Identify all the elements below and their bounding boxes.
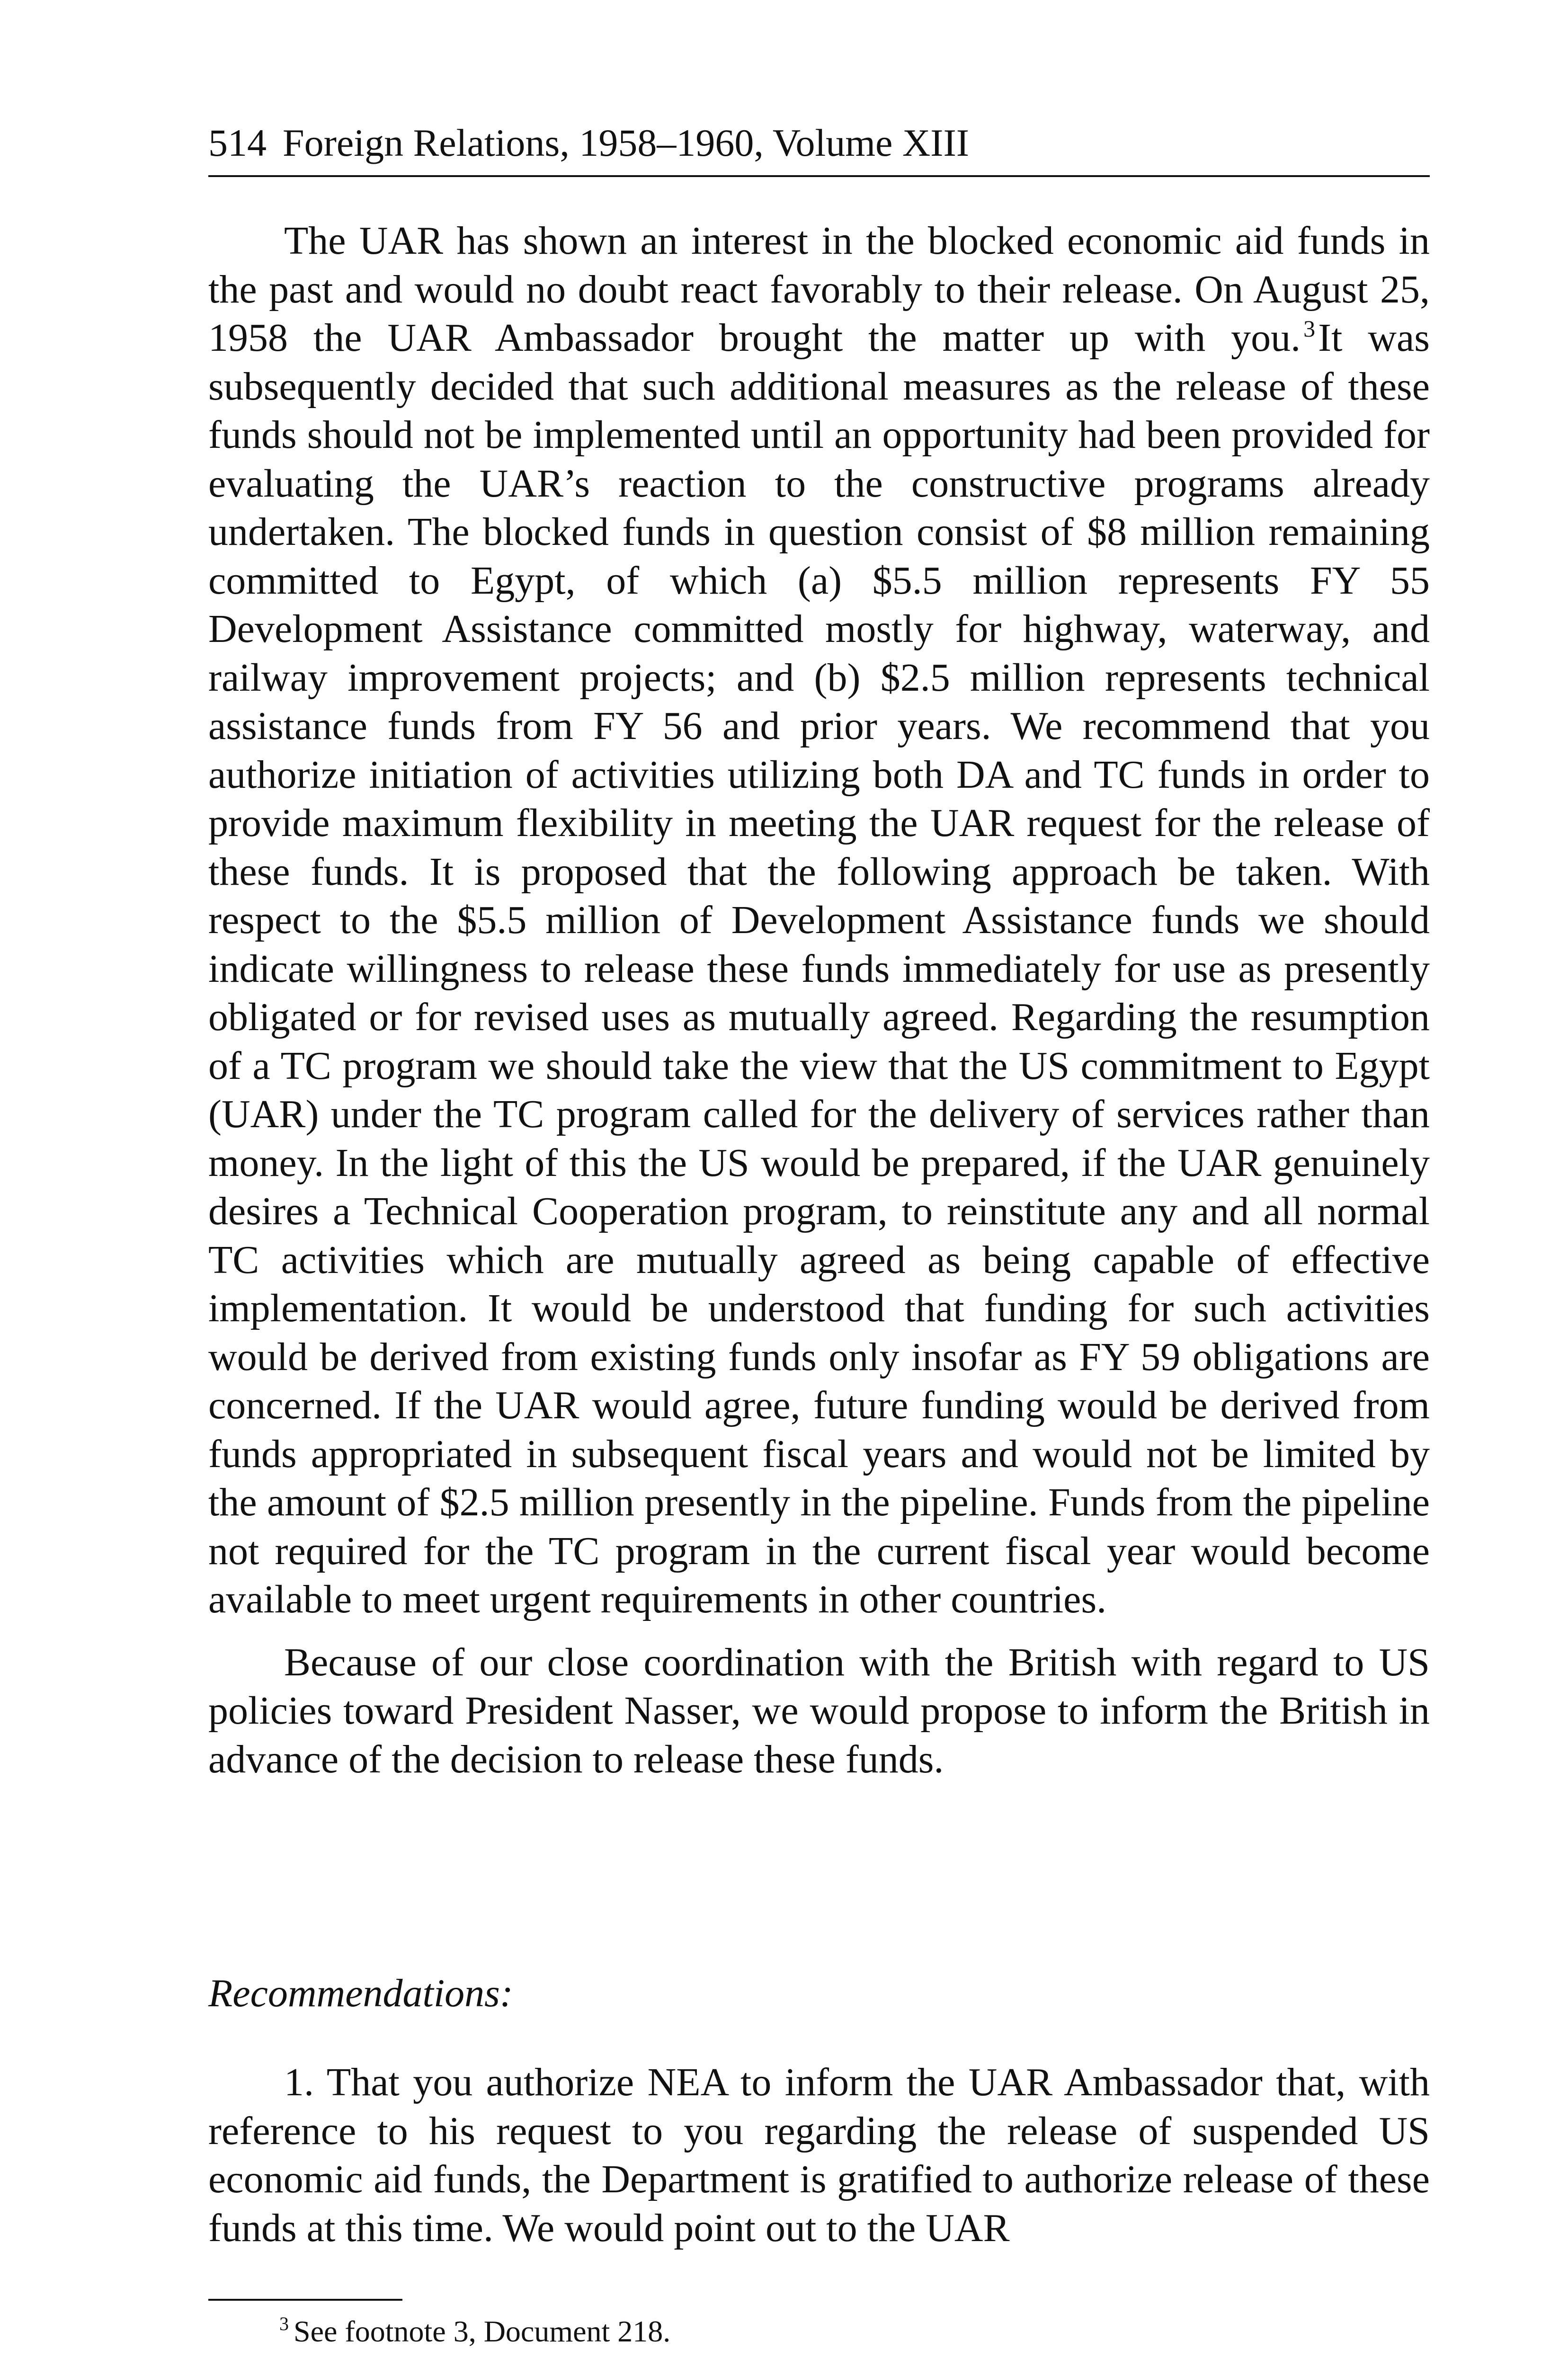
footnote-text: See footnote 3, Document 218. <box>294 2314 671 2348</box>
recommendations-heading: Recommendations: <box>208 1971 513 2015</box>
footnote-divider <box>208 2299 402 2301</box>
paragraph-1-part-b: It was subsequently decided that such additional measures as the release of these funds should not be implemented until an opportunity had been provided for evaluating the UAR’s reaction to the constructive programs already undertaken. The blocked funds in question consist of $8 million remaining committed to Egypt, of which (a) $5.5 million represents FY 55 Development Assistance committed mostly for highway, waterway, and railway improvement projects; and (b) $2.5 million represents technical assistance funds from FY 56 and prior years. We recommend that you authorize initiation of activities utilizing both DA and TC funds in order to provide maximum flexibility in meeting the UAR request for the release of these funds. It is proposed that the following approach be taken. With respect to the $5.5 million of Development Assistance funds we should indicate willingness to release these funds immediately for use as presently obligated or for revised uses as mutually agreed. Regarding the resumption of a TC program we should take the view that the US commitment to Egypt (UAR) under the TC program called for the delivery of services rather than money. In the light of this the US would be prepared, if the UAR genuinely desires a Technical Cooperation program, to reinstitute any and all normal TC activities which are mutually agreed as being capable of effective implementation. It would be understood that funding for such activities would be derived from existing funds only insofar as FY 59 obligations are concerned. If the UAR would agree, future funding would be derived from funds appropriated in subsequent fiscal years and would not be limited by the amount of $2.5 million presently in the pipeline. Funds from the pipeline not required for the TC program in the current fiscal year would become available to meet urgent requirements in other countries. <box>208 316 1430 1621</box>
running-header <box>208 119 1430 177</box>
footnote-marker: 3 <box>279 2313 289 2334</box>
paragraph-1-part-a: The UAR has shown an interest in the blocked economic aid funds in the past and would no doubt react favorably to their release. On August 25, 1958 the UAR Ambassador brought the matter up with you. <box>208 219 1430 360</box>
footnote-reference[interactable]: 3 <box>1303 315 1316 342</box>
page-number: 514 <box>208 121 267 164</box>
footnote <box>279 2311 670 2352</box>
running-title: Foreign Relations, 1958–1960, Volume XIII <box>283 121 970 164</box>
main-text <box>208 217 1430 1784</box>
paragraph-2: Because of our close coordination with the British with regard to US policies toward President Nasser, we would propose to inform the British in advance of the decision to release these funds. <box>208 1640 1430 1781</box>
paragraph-1 <box>208 217 1430 1624</box>
recommendation-1: 1. That you authorize NEA to inform the UAR Ambassador that, with reference to his request to you regarding the release of suspended US economic aid funds, the Department is gratified to authorize release of these funds at this time. We would point out to the UAR <box>208 2060 1430 2250</box>
